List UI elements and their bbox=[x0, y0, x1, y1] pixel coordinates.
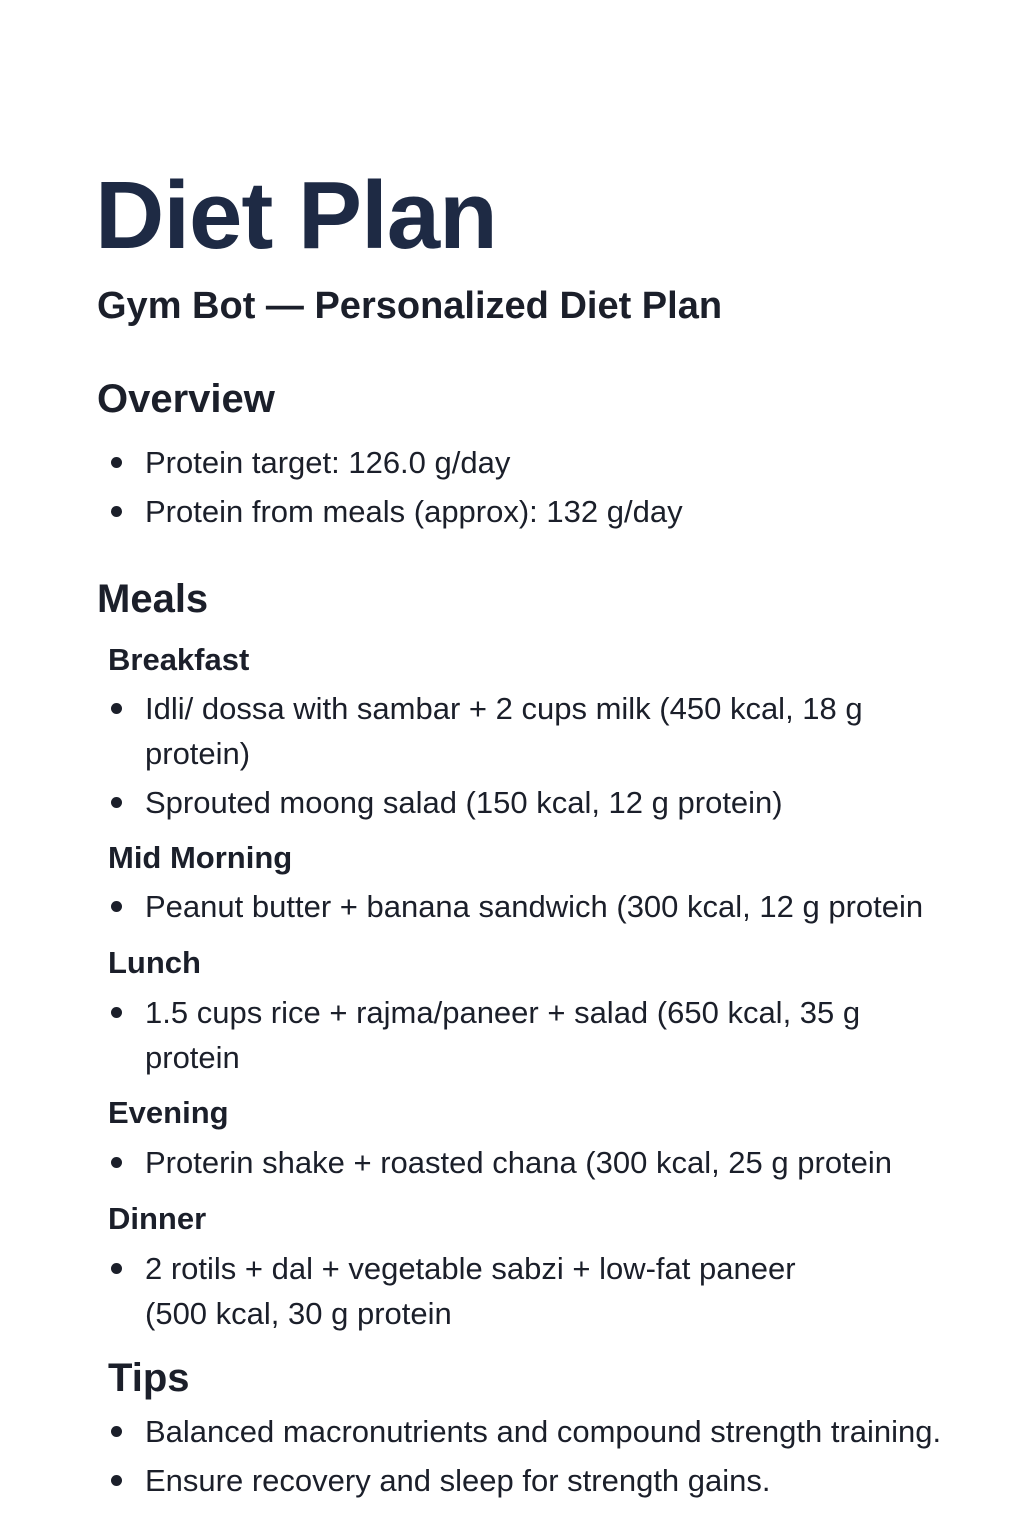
overview-item-protein-target: Protein target: 126.0 g/day bbox=[108, 440, 988, 485]
dinner-item-rotis-dal: 2 rotils + dal + vegetable sabzi + low-fat paneer (500 kcal, 30 g protein bbox=[108, 1246, 848, 1336]
tips-heading: Tips bbox=[108, 1356, 190, 1400]
page-title: Diet Plan bbox=[95, 162, 497, 269]
tips-item-recovery: Ensure recovery and sleep for strength gains. bbox=[108, 1458, 1008, 1503]
breakfast-item-idli-dossa: Idli/ dossa with sambar + 2 cups milk (450 kcal, 18 g protein) bbox=[108, 686, 908, 776]
dinner-heading: Dinner bbox=[108, 1201, 207, 1236]
mid-morning-heading: Mid Morning bbox=[108, 840, 293, 875]
breakfast-list bbox=[108, 686, 908, 829]
breakfast-item-moong-salad: Sprouted moong salad (150 kcal, 12 g protein) bbox=[108, 780, 908, 825]
lunch-item-rice-rajma: 1.5 cups rice + rajma/paneer + salad (650 kcal, 35 g protein bbox=[108, 990, 898, 1080]
dinner-list bbox=[108, 1246, 848, 1340]
mid-morning-list bbox=[108, 884, 1008, 933]
lunch-list bbox=[108, 990, 898, 1084]
tips-item-macronutrients: Balanced macronutrients and compound strength training. bbox=[108, 1409, 1008, 1454]
overview-heading: Overview bbox=[97, 377, 275, 421]
overview-item-protein-from-meals: Protein from meals (approx): 132 g/day bbox=[108, 489, 988, 534]
evening-list bbox=[108, 1140, 1008, 1189]
overview-list bbox=[108, 440, 988, 538]
evening-heading: Evening bbox=[108, 1095, 229, 1130]
meals-heading: Meals bbox=[97, 577, 209, 621]
tips-list bbox=[108, 1409, 1008, 1507]
mid-morning-item-sandwich: Peanut butter + banana sandwich (300 kcal, 12 g protein bbox=[108, 884, 1008, 929]
evening-item-protein-shake: Proterin shake + roasted chana (300 kcal, 25 g protein bbox=[108, 1140, 1008, 1185]
page-subtitle: Gym Bot — Personalized Diet Plan bbox=[97, 285, 723, 327]
lunch-heading: Lunch bbox=[108, 945, 201, 980]
breakfast-heading: Breakfast bbox=[108, 642, 250, 677]
